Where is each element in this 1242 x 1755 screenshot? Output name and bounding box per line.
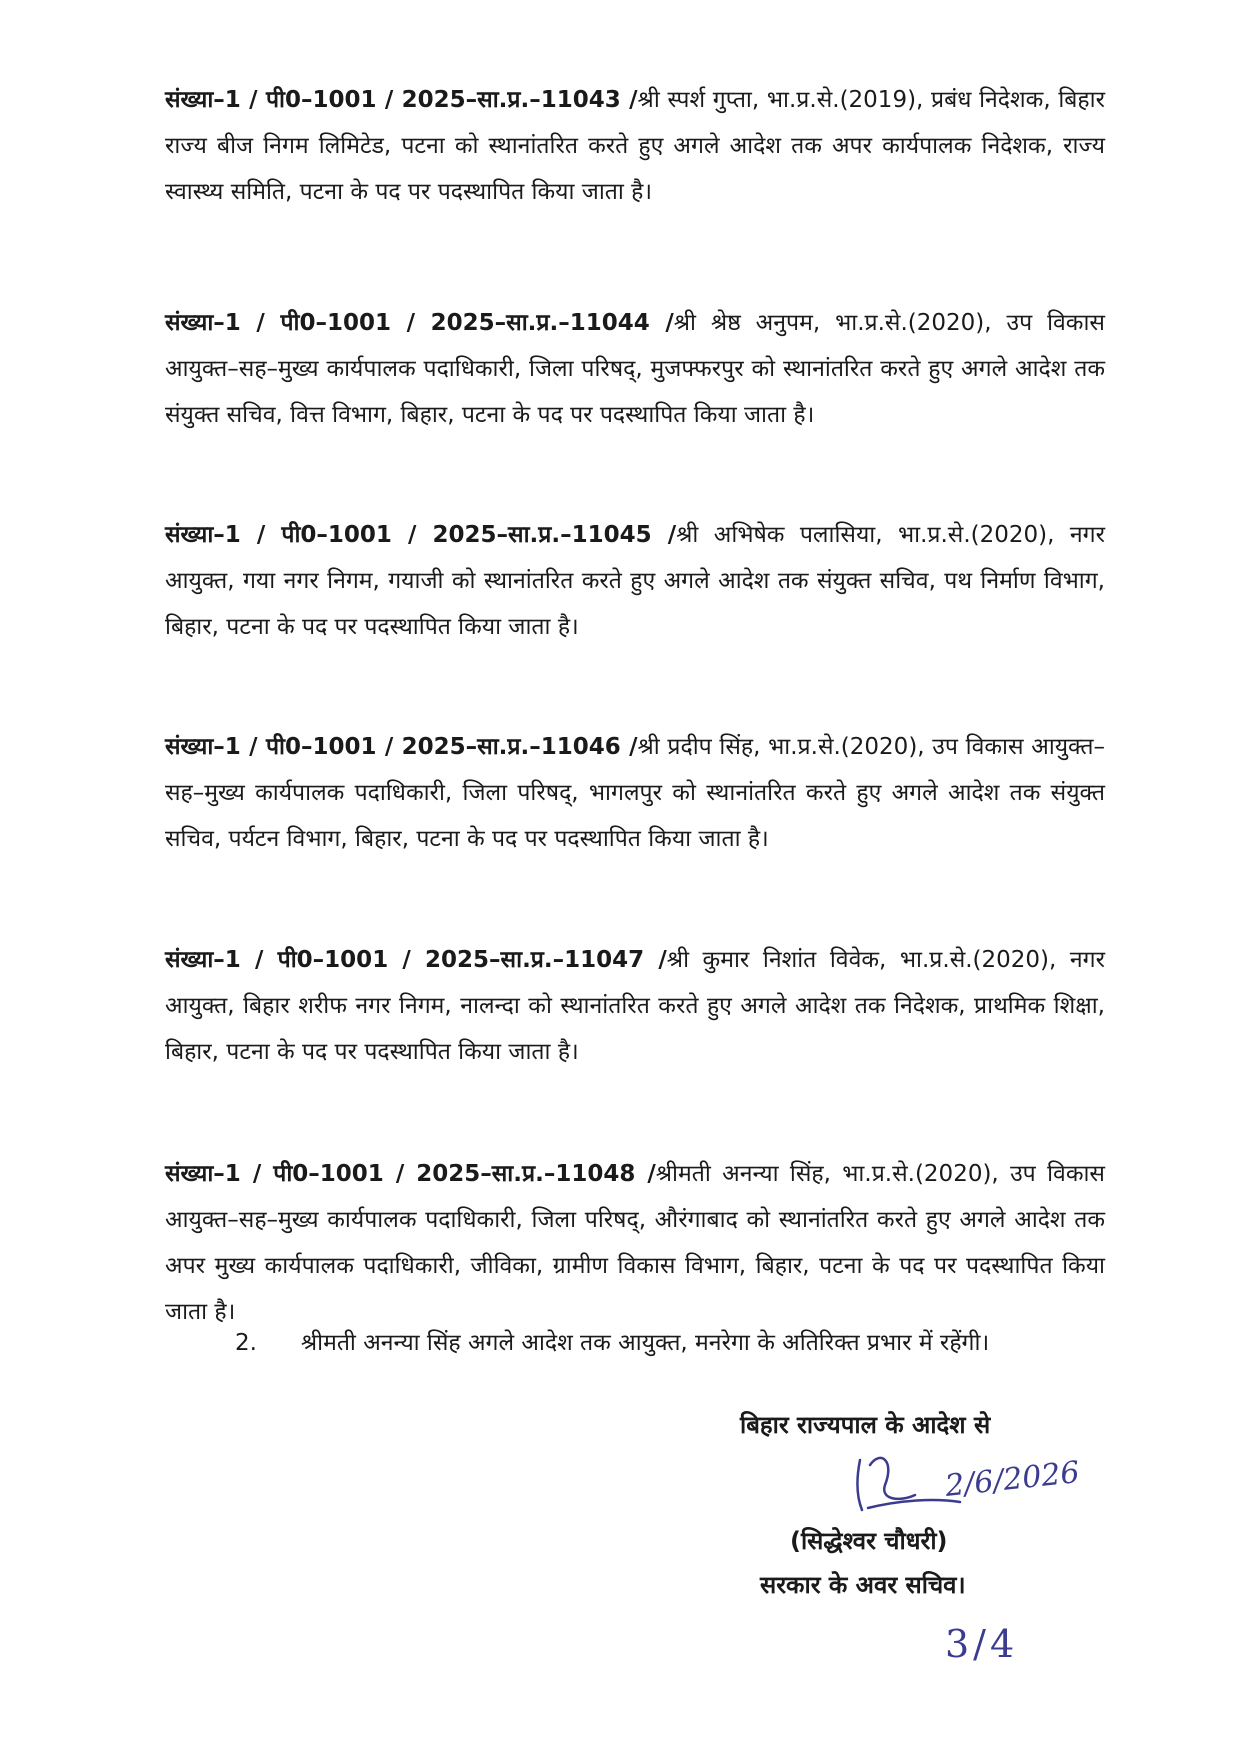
transfer-order-2 xyxy=(165,300,1105,438)
authority-line: बिहार राज्यपाल के आदेश से xyxy=(740,1411,991,1439)
note-number: 2. xyxy=(235,1330,257,1356)
transfer-order-6 xyxy=(165,1151,1105,1335)
handwritten-date: 2/6/2026 xyxy=(943,1455,1082,1504)
transfer-order-3 xyxy=(165,512,1105,650)
order-text: श्रीमती अनन्या सिंह, भा.प्र.से.(2020), उप विकास आयुक्त–सह–मुख्य कार्यपालक पदाधिकारी, जिला परिषद्, औरंगाबाद को स्थानांतरित करते हुए अगले आदेश तक अपर मुख्य कार्यपालक पदाधिकारी, जीविका, ग्रामीण विकास विभाग, बिहार, पटना के पद पर पदस्थापित किया जाता है। xyxy=(165,1161,1105,1325)
order-reference: संख्या–1 / पी0–1001 / 2025–सा.प्र.–11045 / xyxy=(165,522,677,548)
order-reference: संख्या–1 / पी0–1001 / 2025–सा.प्र.–11048 / xyxy=(165,1161,656,1187)
order-text: श्री कुमार निशांत विवेक, भा.प्र.से.(2020), नगर आयुक्त, बिहार शरीफ नगर निगम, नालन्दा को स्थानांतरित करते हुए अगले आदेश तक निदेशक, प्राथमिक शिक्षा, बिहार, पटना के पद पर पदस्थापित किया जाता है। xyxy=(165,947,1105,1065)
order-reference: संख्या–1 / पी0–1001 / 2025–सा.प्र.–11043 / xyxy=(165,87,638,113)
order-text: श्री श्रेष्ठ अनुपम, भा.प्र.से.(2020), उप विकास आयुक्त–सह–मुख्य कार्यपालक पदाधिकारी, जिला परिषद्, मुजफ्फरपुर को स्थानांतरित करते हुए अगले आदेश तक संयुक्त सचिव, वित्त विभाग, बिहार, पटना के पद पर पदस्थापित किया जाता है। xyxy=(165,310,1105,428)
order-reference: संख्या–1 / पी0–1001 / 2025–सा.प्र.–11046 / xyxy=(165,734,638,760)
order-text: श्री प्रदीप सिंह, भा.प्र.से.(2020), उप विकास आयुक्त–सह–मुख्य कार्यपालक पदाधिकारी, जिला परिषद्, भागलपुर को स्थानांतरित करते हुए अगले आदेश तक संयुक्त सचिव, पर्यटन विभाग, बिहार, पटना के पद पर पदस्थापित किया जाता है। xyxy=(165,734,1105,852)
transfer-order-5 xyxy=(165,937,1105,1075)
order-reference: संख्या–1 / पी0–1001 / 2025–सा.प्र.–11044 / xyxy=(165,310,674,336)
signatory-name: (सिद्धेश्वर चौधरी) xyxy=(790,1527,948,1555)
transfer-order-4 xyxy=(165,724,1105,862)
signatory-designation: सरकार के अवर सचिव। xyxy=(760,1571,966,1599)
order-text: श्री स्पर्श गुप्ता, भा.प्र.से.(2019), प्रबंध निदेशक, बिहार राज्य बीज निगम लिमिटेड, पटना को स्थानांतरित करते हुए अगले आदेश तक अपर कार्यपालक निदेशक, राज्य स्वास्थ्य समिति, पटना के पद पर पदस्थापित किया जाता है। xyxy=(165,87,1105,205)
handwritten-page-mark: 3/4 xyxy=(945,1622,1019,1666)
order-text: श्री अभिषेक पलासिया, भा.प्र.से.(2020), नगर आयुक्त, गया नगर निगम, गयाजी को स्थानांतरित करते हुए अगले आदेश तक संयुक्त सचिव, पथ निर्माण विभाग, बिहार, पटना के पद पर पदस्थापित किया जाता है। xyxy=(165,522,1105,640)
transfer-order-1 xyxy=(165,77,1105,215)
order-reference: संख्या–1 / पी0–1001 / 2025–सा.प्र.–11047 / xyxy=(165,947,667,973)
note-text: श्रीमती अनन्या सिंह अगले आदेश तक आयुक्त, मनरेगा के अतिरिक्त प्रभार में रहेंगी। xyxy=(300,1330,990,1356)
additional-charge-note xyxy=(165,1320,1105,1366)
